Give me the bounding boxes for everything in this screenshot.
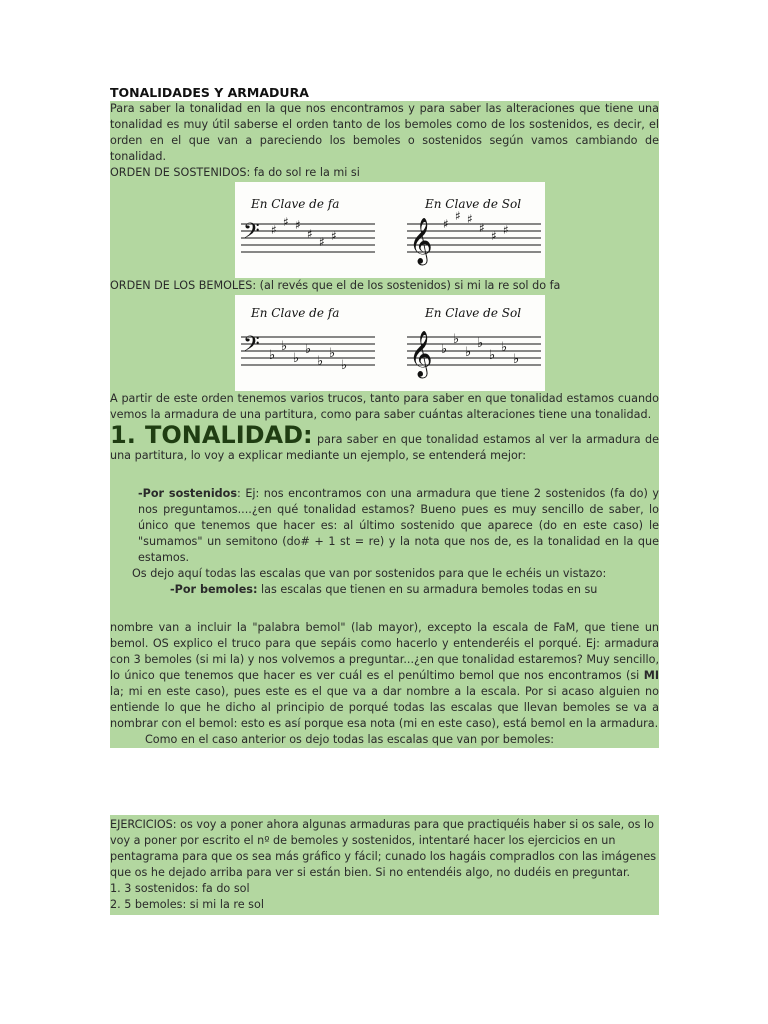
bass-clef-icon bbox=[243, 219, 260, 249]
svg-text:♭: ♭ bbox=[452, 331, 459, 347]
svg-text:♭: ♭ bbox=[328, 345, 335, 361]
highlighted-block bbox=[110, 101, 659, 748]
svg-text:♭: ♭ bbox=[440, 341, 447, 357]
bass-clef-icon-2 bbox=[243, 332, 260, 362]
sharps-staff-figure bbox=[110, 181, 659, 278]
svg-text:♭: ♭ bbox=[304, 341, 311, 357]
section1-paragraph bbox=[110, 423, 659, 464]
svg-text:♭: ♭ bbox=[316, 353, 323, 369]
document-body bbox=[110, 84, 659, 748]
spacer bbox=[110, 464, 659, 486]
bass-clef-label-2: En Clave de fa bbox=[250, 305, 339, 320]
flats-order: ORDEN DE LOS BEMOLES: (al revés que el de los sostenidos) si mi la re sol do fa bbox=[110, 279, 561, 292]
svg-text:♯: ♯ bbox=[502, 222, 509, 237]
flats-line1-text: las escalas que tienen en su armadura bemoles todas en su bbox=[257, 583, 598, 596]
treble-clef-icon bbox=[409, 218, 433, 266]
svg-text:♭: ♭ bbox=[488, 347, 495, 363]
flats-staff-figure bbox=[110, 294, 659, 391]
sharps-text: : Ej: nos encontramos con una armadura que tiene 2 sostenidos (fa do) y nos preguntamos....¿en qué tonalidad estamos? Bueno pues es muy sencillo de saber, lo único que tenemos que hacer es: al último sostenido que aparece (do en este caso) le "sumamos" un semitono (do# + 1 st = re) y la nota que nos de, es la tonalidad en la que estamos. bbox=[138, 487, 659, 564]
treble-clef-icon-2 bbox=[409, 331, 433, 379]
svg-text:♭: ♭ bbox=[464, 344, 471, 360]
svg-text:𝄢: 𝄢 bbox=[242, 218, 260, 249]
sharps-scales-note: Os dejo aquí todas las escalas que van por sostenidos para que le echéis un vistazo: bbox=[132, 567, 607, 580]
flats-mi-bold: MI bbox=[643, 669, 659, 682]
sharps-order: ORDEN DE SOSTENIDOS: fa do sol re la mi si bbox=[110, 166, 360, 179]
svg-text:♯: ♯ bbox=[478, 220, 485, 235]
bass-clef-label: En Clave de fa bbox=[250, 196, 339, 211]
exercises-text: EJERCICIOS: os voy a poner ahora algunas armaduras para que practiquéis haber si os sale, os lo voy a poner por escrito el nº de bemoles y sostenidos, intentaré hacer los ejercicios en un pentagrama para que os sea más gráfico y fácil; cunado los hagáis compradlos con las imágenes que os he dejado arriba para ver si están bien. Si no entendéis algo, no dudéis en preguntar. bbox=[110, 818, 657, 879]
svg-text:♭: ♭ bbox=[292, 350, 299, 366]
svg-text:♯: ♯ bbox=[454, 208, 461, 223]
svg-text:♯: ♯ bbox=[270, 222, 277, 237]
svg-text:♯: ♯ bbox=[282, 214, 289, 229]
treble-clef-label: En Clave de Sol bbox=[424, 196, 521, 211]
svg-text:♯: ♯ bbox=[442, 216, 449, 231]
sharps-staff-image bbox=[235, 182, 545, 278]
svg-text:♭: ♭ bbox=[500, 339, 507, 355]
svg-text:♯: ♯ bbox=[306, 226, 313, 241]
svg-text:♭: ♭ bbox=[268, 347, 275, 363]
intro-paragraph: Para saber la tonalidad en la que nos encontramos y para saber las alteraciones que tiene una tonalidad es muy útil saberse el orden tanto de los bemoles como de los sostenidos, es decir, el orden en el que van a pareciendo los bemoles o sostenidos según vamos cambiando de tonalidad. bbox=[110, 102, 659, 163]
flats-line1 bbox=[110, 582, 659, 598]
svg-text:♯: ♯ bbox=[318, 234, 325, 249]
exercise-item-1: 1. 3 sostenidos: fa do sol bbox=[110, 882, 250, 895]
svg-text:𝄢: 𝄢 bbox=[242, 331, 260, 362]
svg-text:𝄞: 𝄞 bbox=[408, 217, 433, 264]
flats-paragraph bbox=[110, 620, 659, 732]
exercise-item-2: 2. 5 bemoles: si mi la re sol bbox=[110, 898, 264, 911]
tricks-paragraph: A partir de este orden tenemos varios trucos, tanto para saber en que tonalidad estamos cuando vemos la armadura de una partitura, como para saber cuántas alteraciones tiene una tonalidad. bbox=[110, 392, 659, 421]
svg-text:♭: ♭ bbox=[476, 335, 483, 351]
flats-text-b: la; mi en este caso), pues este es el que va a dar nombre a la escala. Por si acaso alguien no entiende lo que he dicho al principio de porqué todas las escalas que llevan bemoles se va a nombrar con el bemol: esto es así porque esa nota (mi en este caso), está bemol en la armadura. bbox=[110, 685, 659, 730]
treble-clef-label-2: En Clave de Sol bbox=[424, 305, 521, 320]
flats-staff-image bbox=[235, 295, 545, 391]
svg-text:♯: ♯ bbox=[330, 228, 337, 243]
sharps-paragraph bbox=[110, 486, 659, 566]
svg-text:𝄞: 𝄞 bbox=[408, 330, 433, 377]
section1-heading: 1. TONALIDAD: bbox=[110, 421, 313, 449]
svg-text:♯: ♯ bbox=[294, 217, 301, 232]
exercises-highlight bbox=[110, 815, 659, 915]
svg-text:♭: ♭ bbox=[512, 351, 519, 367]
sharps-label: -Por sostenidos bbox=[138, 487, 238, 500]
section1-heading-rest: para saber en que tonalidad estamos al ver la armadura de una partitura, lo voy a explicar mediante un ejemplo, se entenderá mejor: bbox=[110, 433, 660, 462]
svg-text:♯: ♯ bbox=[490, 228, 497, 243]
svg-text:♯: ♯ bbox=[466, 211, 473, 226]
spacer-2 bbox=[110, 598, 659, 620]
flats-text-a: nombre van a incluir la "palabra bemol" (lab mayor), excepto la escala de FaM, que tiene un bemol. OS explico el truco para que sepáis como hacerlo y entenderéis el porqué. Ej: armadura con 3 bemoles (si mi la) y nos volvemos a preguntar...¿en que tonalidad estaremos? Muy sencillo, lo único que tenemos que hacer es ver cuál es el penúltimo bemol que nos encontramos (si bbox=[110, 621, 659, 682]
svg-text:♭: ♭ bbox=[280, 338, 287, 354]
flats-label: -Por bemoles: bbox=[170, 583, 258, 596]
svg-text:♭: ♭ bbox=[340, 357, 347, 373]
page-title: TONALIDADES Y ARMADURA bbox=[110, 85, 309, 100]
flats-scales-note: Como en el caso anterior os dejo todas las escalas que van por bemoles: bbox=[145, 733, 555, 746]
exercises-block bbox=[110, 815, 659, 915]
